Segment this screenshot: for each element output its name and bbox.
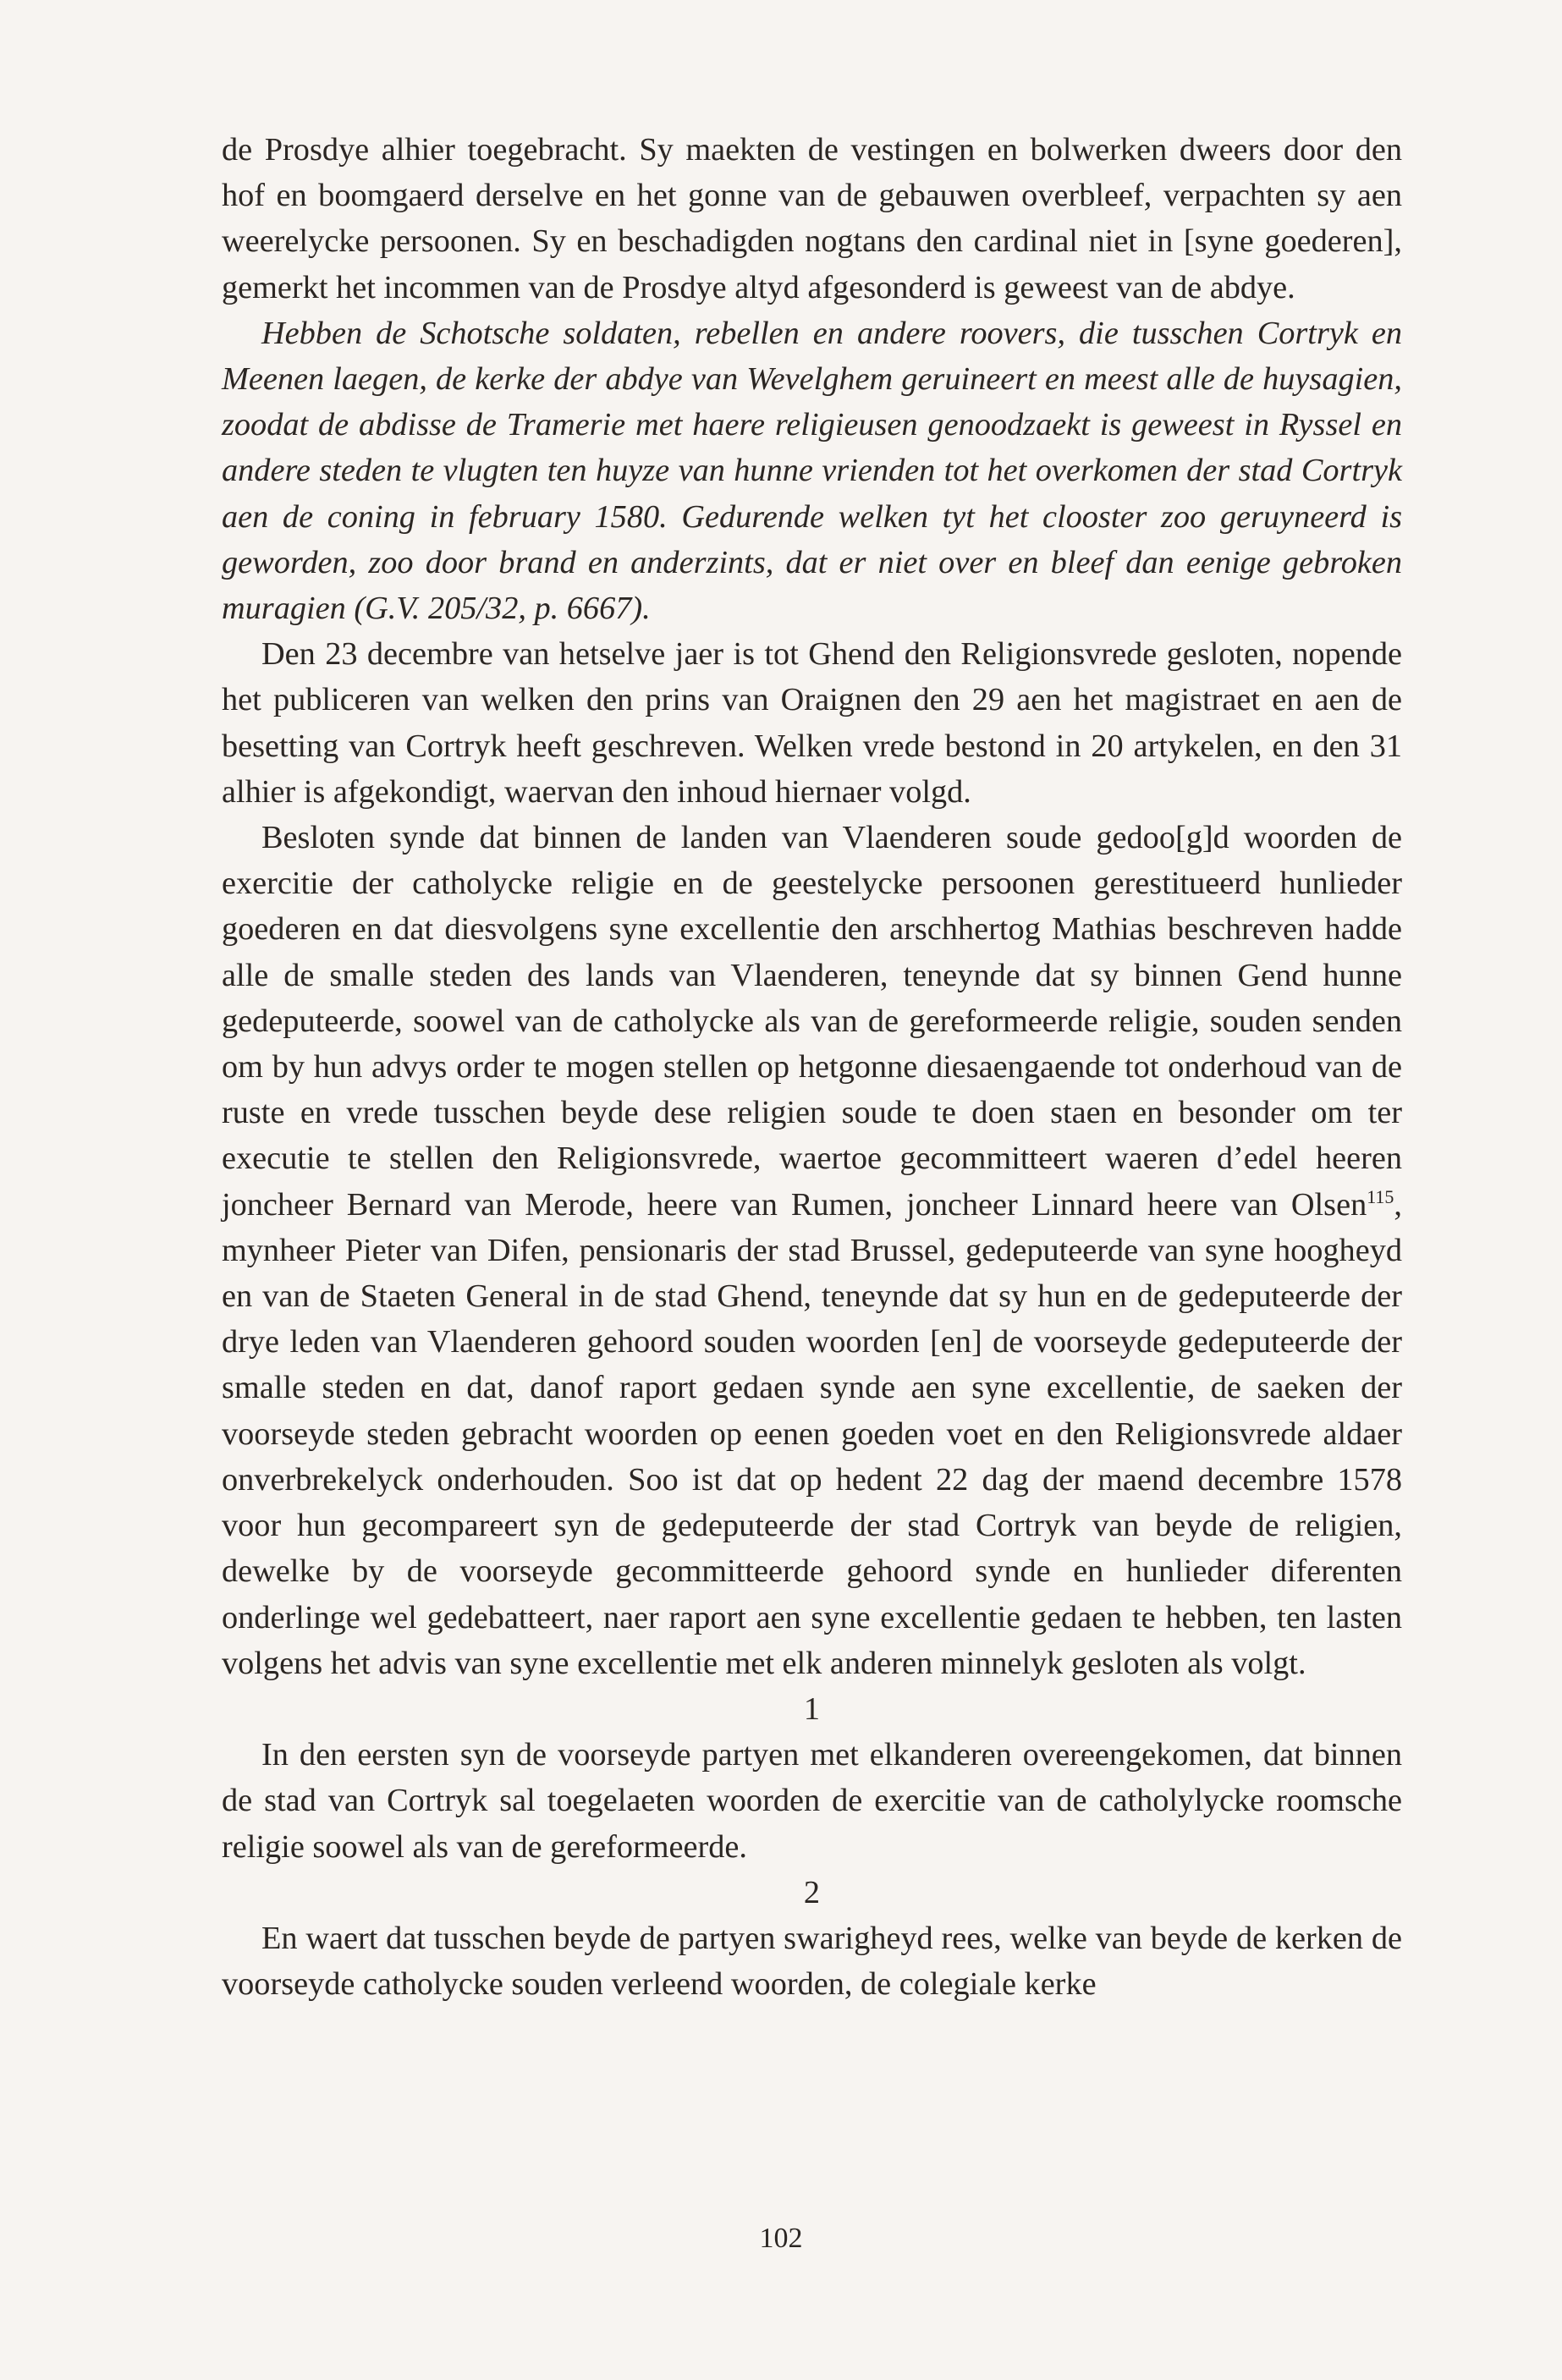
article-text-2: En waert dat tusschen beyde de partyen swarigheyd rees, welke van beyde de kerken de voorseyde catholycke souden verleend woorden, de colegiale kerke (222, 1920, 1402, 2003)
paragraph-italic-quotation: Hebben de Schotsche soldaten, rebellen en andere roovers, die tusschen Cortryk en Meenen laegen, de kerke der abdye van Wevelghem geruineert en meest alle de huysagien, zoodat de abdisse de Tramerie met haere religieusen genoodzaekt is geweest in Ryssel en andere steden te vlugten ten huyze van hunne vrienden tot het overkomen der stad Cortryk aen de coning in february 1580. Gedurende welken tyt het clooster zoo geruyneerd is geworden, zoo door brand en anderzints, dat er niet over en bleef dan eenige gebroken muragien (G.V. 205/32, p. 6667). (222, 315, 1402, 627)
article-text-1: In den eersten syn de voorseyde partyen met elkanderen overeengekomen, dat binnen de stad van Cortryk sal toegelaeten woorden de exercitie van de catholylycke roomsche religie soowel als van de gereformeerde. (222, 1737, 1402, 1865)
page-number: 102 (759, 2223, 803, 2254)
article-number-2: 2 (803, 1874, 821, 1910)
paragraph-besloten (222, 815, 1402, 1686)
paragraph-besloten-part-1: Besloten synde dat binnen de landen van Vlaenderen soude gedoo[g]d woorden de exercitie der catholycke religie en de geestelycke persoonen gerestitueerd hunlieder goederen en dat diesvolgens syne excellentie den arschhertog Mathias beschreven hadde alle de smalle steden des lands van Vlaenderen, teneynde dat sy binnen Gend hunne gedeputeerde, soowel van de catholycke als van de gereformeerde religie, souden senden om by hun advys order te mogen stellen op hetgonne diesaengaende tot onderhoud van de ruste en vrede tusschen beyde dese religien soude te doen staen en besonder om ter executie te stellen den Religionsvrede, waertoe gecommitteert waeren d’edel heeren joncheer Bernard van Merode, heere van Rumen, joncheer Linnard heere van Olsen (222, 820, 1402, 1223)
paragraph-continuation: de Prosdye alhier toegebracht. Sy maekten de vestingen en bolwerken dweers door den hof en boomgaerd derselve en het gonne van de gebauwen overbleef, verpachten sy aen weerelycke persoonen. Sy en beschadigden nogtans den cardinal niet in [syne goederen], gemerkt het incommen van de Prosdye altyd afgesonderd is geweest van de abdye. (222, 132, 1402, 305)
article-number-1: 1 (803, 1690, 821, 1727)
footnote-reference: 115 (1367, 1185, 1394, 1207)
paragraph-religionsvrede: Den 23 decembre van hetselve jaer is tot Ghend den Religionsvrede gesloten, nopende het publiceren van welken den prins van Oraignen den 29 aen het magistraet en aen de besetting van Cortryk heeft geschreven. Welken vrede bestond in 20 artykelen, en den 31 alhier is afgekondigt, waervan den inhoud hiernaer volgd. (222, 636, 1402, 810)
paragraph-besloten-part-2: , mynheer Pieter van Difen, pensionaris der stad Brussel, gedeputeerde van syne hoogheyd en van de Staeten General in de stad Ghend, teneynde dat sy hun en de gedeputeerde der drye leden van Vlaenderen gehoord souden woorden [en] de voorseyde gedeputeerde der smalle steden en dat, danof raport gedaen synde aen syne excellentie, de saeken der voorseyde steden gebracht woorden op eenen goeden voet en den Religionsvrede aldaer onverbrekelyck onderhouden. Soo ist dat op hedent 22 dag der maend decembre 1578 voor hun gecompareert syn de gedeputeerde der stad Cortryk van beyde de religien, dewelke by de voorseyde gecommitteerde gehoord synde en hunlieder diferenten onderlinge wel gedebatteert, naer raport aen syne excellentie gedaen te hebben, ten lasten volgens het advis van syne excellentie met elk anderen minnelyk gesloten als volgt. (222, 1186, 1402, 1681)
main-text (222, 127, 1402, 2007)
